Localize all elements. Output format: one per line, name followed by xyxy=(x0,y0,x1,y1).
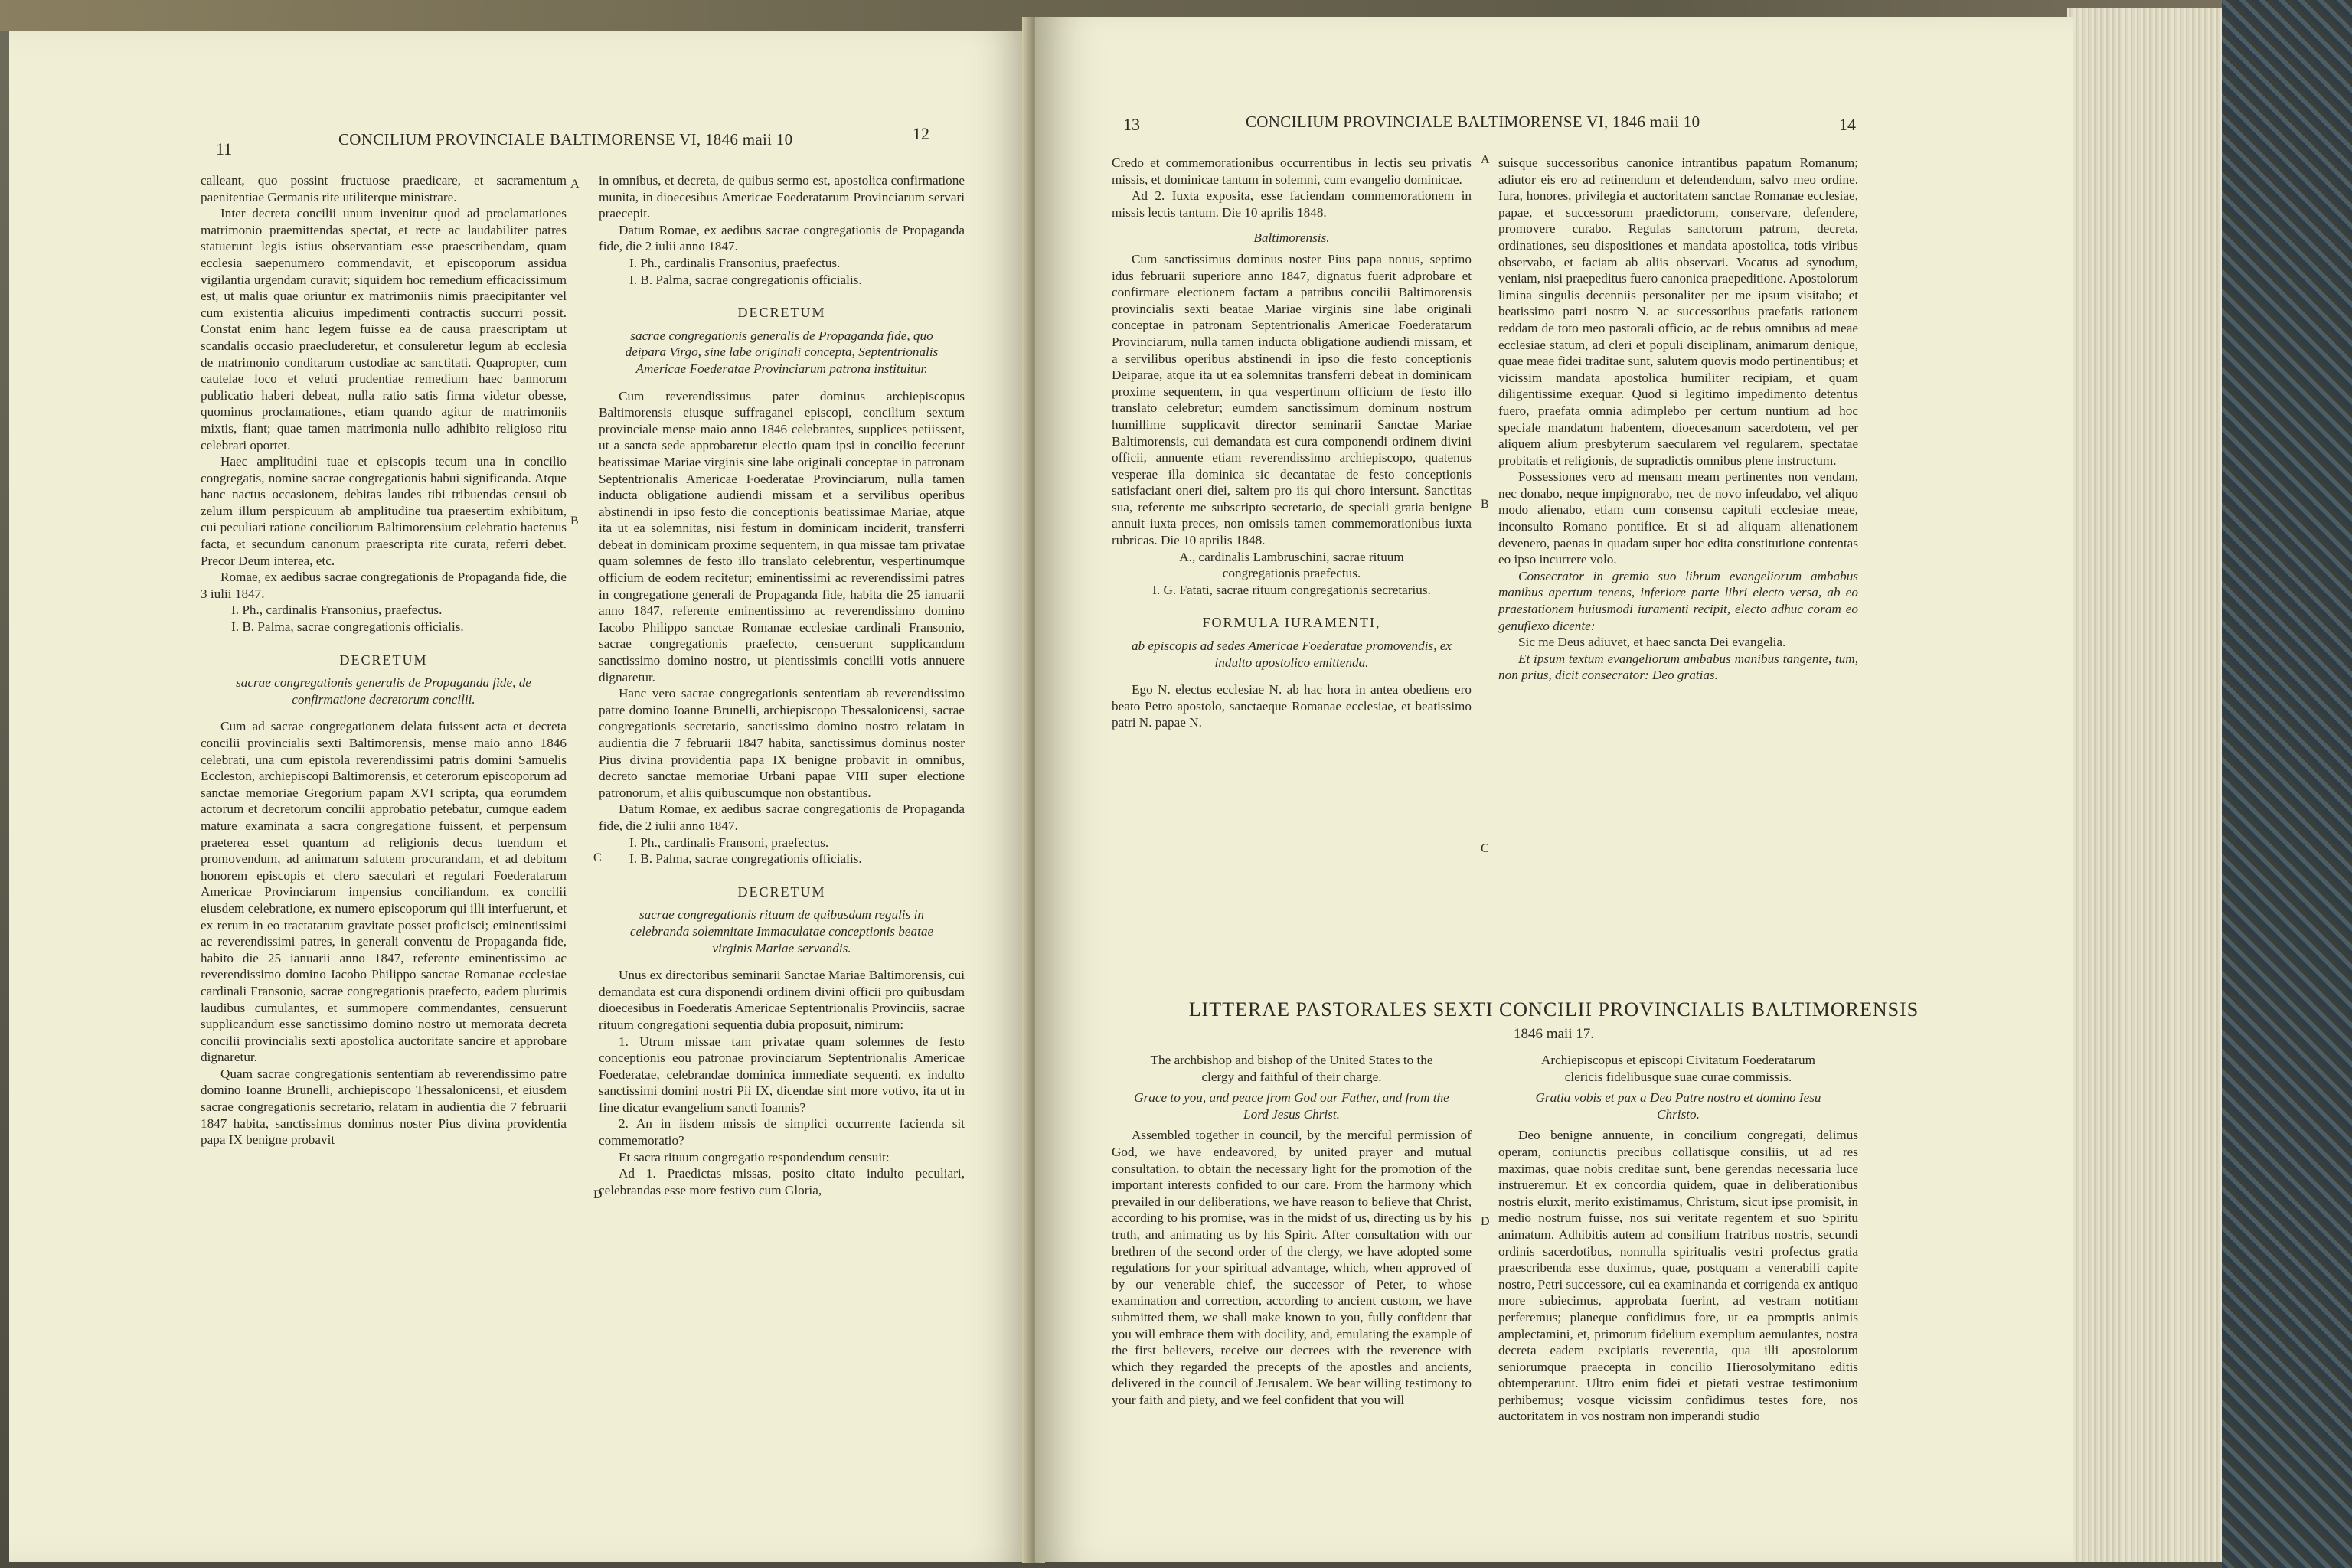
paragraph: Unus ex directoribus seminarii Sanctae Mariae Baltimorensis, cui demandata est cura disponendi ordinem divini officii pro quibusdam dioecesibus in Foederatis Americae Septentrionalis Provinciis, sacrae rituum congregationi sequentia dubia proposuit, nimirum: xyxy=(599,968,965,1032)
page-number-14: 14 xyxy=(1839,115,1856,134)
paragraph: Deo benigne annuente, in concilium congregati, delimus operam, coniunctis precibus collatisque consiliis, ut ad res maximas, quae nobis creditae sunt, bene gerendas necessaria luce instrueremur. Et ex concordia quidem, quae in deliberationibus nostris eluxit, merito existimamus, Christum, sicut ipse promisit, in medio nostrum fuisse, nos sui veritate regentem et suo Spiritu animatum. Adhibitis autem ad consilium fratribus nostris, secundi ordinis sacerdotibus, nonnulla spiritualis vestri profectus gratia praescribenda esse duximus, quae, postquam a venerabili capite nostro, Petri successore, cui ea examinanda et corrigenda ex antiquo more subiecimus, approbata fuerint, ad vestram notitiam perferemus; planeque confidimus fore, ut ea promptis animis amplectamini, et, primorum fidelium exemplum aemulantes, nostra decreta eadem excipiatis reverentia, qua illi apostolorum seniorumque praecepta in concilio Hierosolymitano editis obtemperarunt. Ultro enim fidei et pietati vestrae testimonium perhibemus; vosque vicissim confidimus testes fore, nos auctoritatem in vos nostram non imperandi studio xyxy=(1498,1128,1858,1424)
paragraph: Cum reverendissimus pater dominus archiepiscopus Baltimorensis eiusque suffraganei episcopi, concilium sextum provinciale mense maio anno 1846 celebrantes, supplices petiissent, ut a sancta sede approbaretur electio quam ipsi in concilio fecerunt beatissimae Mariae virginis sine labe originali conceptae in patronam Septentrionalis Americae Foederatae Provinciarum, nulla tamen inducta obligatione audiendi missam et a servilibus operibus abstinendi in ipso festo die conceptionis beatissimae Mariae, atque ita ut ea solemnitas, nisi festum in dominicam inciderit, transferri debeat in dominicam proxime sequentem, in qua missae tam privatae quam solemnes de festo illo translato celebrentur, vespertinumque officium de eodem recitetur; eminentissimi ac reverendissimi patres in congregatione generali de Propaganda fide, habita die 25 ianuarii anno 1847, referente eminentissimo ac reverendissimo domino Iacobo Philippo sanctae Romanae ecclesiae cardinali Fransonio, sacrae congregationis praefecto, censuerunt supplicandum sanctissimo domino nostro, ut pientissimis concilii votis annuere dignaretur. xyxy=(599,388,965,684)
signature: I. B. Palma, sacrae congregationis officialis. xyxy=(231,619,464,635)
page-number-12: 12 xyxy=(913,124,929,143)
margin-marker-d: D xyxy=(1481,1215,1490,1228)
margin-marker-a: A xyxy=(570,178,580,191)
place-heading: Baltimorensis. xyxy=(1253,230,1330,246)
margin-marker-b: B xyxy=(570,514,579,528)
paragraph: Inter decreta concilii unum invenitur quod ad proclamationes matrimonio praemittendas spectat, et recte ac laudabiliter patres statuerunt legis istius observantiam esse praescribendam, quam ecclesia saepenumero commendavit, et episcoporum assidua vigilantia urgendam curavit; siquidem hoc remedium efficacissimum est, ut malis quae oriuntur ex matrimoniis nimis praecipitanter vel cum existentia alicuius impedimenti contractis succurri possit. Constat enim hanc legem fuisse ea de causa praescriptam ut scandalis occasio praecluderetur, et consuleretur legum ab ecclesia de matrimonio conditarum custodiae ac sanctitati. Quapropter, cum cautelae loco et veluti prudentiae remedium haec bannorum publicatio haberi debeat, nulla ratio satis firma videtur obesse, quominus proclamationes, etiam quando agitur de matrimoniis mixtis, fiant; quae tamen matrimonia nullo adhibito religioso ritu celebrari oportet. xyxy=(201,206,567,452)
salutation: Gratia vobis et pax a Deo Patre nostro et domino Iesu Christo. xyxy=(1535,1090,1821,1122)
section-heading: DECRETUM xyxy=(737,305,826,321)
signature: I. Ph., cardinalis Fransonius, praefectus. xyxy=(231,603,443,618)
paragraph: Possessiones vero ad mensam meam pertinentes non vendam, nec donabo, neque impignorabo, nec de novo infeudabo, vel aliquo modo alienabo, etiam cum consensu capituli ecclesiae meae, inconsulto Romano pontifice. Et si ad aliquam alienationem devenero, paenas in quadam super hoc edita constitutione contentas eo ipso incurrere volo. xyxy=(1498,469,1858,567)
paragraph: Ad 2. Iuxta exposita, esse faciendam commemorationem in missis lectis tantum. Die 10 aprilis 1848. xyxy=(1112,188,1472,220)
margin-marker-d: D xyxy=(593,1188,603,1201)
margin-marker-b: B xyxy=(1481,498,1489,511)
latin-column xyxy=(1498,1052,1858,1425)
paragraph: Haec amplitudini tuae et episcopis tecum una in concilio congregatis, nomine sacrae congregationis habui significanda. Atque hanc nactus occasionem, debitas laudes tibi tribuendas censui ob zelum illum perspicuum ab amplitudine tua praesertim exhibitum, cui peculiari ratione conciliorum Baltimorensium celebratio hactenus facta, et secundum canonum praescripta rite curata, referri debet. Precor Deum interea, etc. xyxy=(201,454,567,568)
section-subtitle: sacrae congregationis generalis de Propaganda fide, quo deipara Virgo, sine labe originali concepta, Septentrionalis Americae Foederatae Provinciarum patrona instituitur. xyxy=(625,328,939,376)
section-heading: FORMULA IURAMENTI, xyxy=(1202,615,1381,631)
running-title-left: CONCILIUM PROVINCIALE BALTIMORENSE VI, 1846 maii 10 xyxy=(338,130,793,149)
margin-marker-c: C xyxy=(1481,842,1489,855)
paragraph: Ad 1. Praedictas missas, posito citato indulto peculiari, celebrandas esse more festivo cum Gloria, xyxy=(599,1166,965,1197)
page-number-13: 13 xyxy=(1123,115,1140,134)
section-heading: DECRETUM xyxy=(339,652,428,668)
paragraph: Datum Romae, ex aedibus sacrae congregationis de Propaganda fide, die 2 iulii anno 1847. xyxy=(599,802,965,833)
section-subtitle: sacrae congregationis rituum de quibusdam regulis in celebranda solemnitate Immaculatae conceptionis beatae virginis Mariae servandis. xyxy=(629,907,934,956)
section-subtitle: ab episcopis ad sedes Americae Foederatae promovendis, ex indulto apostolico emittenda. xyxy=(1131,639,1452,670)
pastoral-letter-title: LITTERAE PASTORALES SEXTI CONCILII PROVINCIALIS BALTIMORENSIS xyxy=(1188,998,1919,1021)
signature: I. Ph., cardinalis Fransonius, praefectus. xyxy=(629,255,841,270)
paragraph: Hanc vero sacrae congregationis sententiam ab reverendissimo patre domino Ioanne Brunelli, archiepiscopo Thessalonicensi, sacrae congregationis secretario, sanctissimo domino nostro relatam in audientia die 7 februarii 1847 habita, sanctissimus dominus noster Pius divina providentia papa IX benigne probavit in omnibus, decreto sanctae memoriae Urbani papae VIII super electione patronorum, et aliis quibuscumque non obstantibus. xyxy=(599,686,965,800)
paragraph: in omnibus, et decreta, de quibus sermo est, apostolica confirmatione munita, in dioecesibus Americae Foederatarum Provinciarum servari praecepit. xyxy=(599,173,965,221)
signature: I. B. Palma, sacrae congregationis officialis. xyxy=(629,272,862,287)
fabric-background xyxy=(2222,0,2352,1568)
address: Archiepiscopus et episcopi Civitatum Foederatarum clericis fidelibusque suae curae commissis. xyxy=(1541,1053,1815,1084)
paragraph: Consecrator in gremio suo librum evangeliorum ambabus manibus apertum tenens, inferiore parte libri electo versa, ab eo praestationem huiusmodi iuramenti recipit, electo adhuc coram eo genuflexo dicente: xyxy=(1498,568,1858,633)
salutation: Grace to you, and peace from God our Father, and from the Lord Jesus Christ. xyxy=(1134,1090,1449,1122)
paragraph: Ego N. electus ecclesiae N. ab hac hora in antea obediens ero beato Petro apostolo, sanctaeque Romanae ecclesiae, et beatissimo patri N. papae N. xyxy=(1112,682,1472,730)
left-column-1 xyxy=(201,172,567,1148)
right-page xyxy=(1035,17,2073,1562)
paragraph: Romae, ex aedibus sacrae congregationis de Propaganda fide, die 3 iulii 1847. xyxy=(201,570,567,601)
signature: I. B. Palma, sacrae congregationis officialis. xyxy=(629,851,862,867)
signature: I. Ph., cardinalis Fransoni, praefectus. xyxy=(629,835,829,850)
signature: I. G. Fatati, sacrae rituum congregationis secretarius. xyxy=(1152,582,1431,597)
pastoral-letter-date: 1846 maii 17. xyxy=(1513,1026,1595,1042)
address: The archbishop and bishop of the United States to the clergy and faithful of their charge. xyxy=(1150,1053,1433,1084)
paragraph: Datum Romae, ex aedibus sacrae congregationis de Propaganda fide, die 2 iulii anno 1847. xyxy=(599,222,965,254)
section-heading: DECRETUM xyxy=(737,884,826,900)
signature: A., cardinalis Lambruschini, sacrae rituum congregationis praefectus. xyxy=(1179,549,1404,581)
paragraph: Cum ad sacrae congregationem delata fuissent acta et decreta concilii provincialis sexti Baltimorensis, mense maio anno 1846 celebrati, una cum epistola reverendissimi patris domini Samuelis Eccleston, archiepiscopi Baltimorensis, et ceterorum episcoporum ad sanctae memoriae Gregorium papam XVI scripta, qua eorumdem actorum et decretorum concilii approbatio petebatur, cumque eadem mature examinata a sacra congregatione fuissent, et perpensum praeterea esset quantum ad religionis decus tuendum et promovendum, ad animarum salutem procurandam, et ad debitum honorem episcopis et clero saeculari et regulari Foederatarum Americae Provinciarum impensius conciliandum, ex concilii eiusdem celebratione, ex numero episcoporum qui illi interfuerunt, et ex rerum in eo tractatarum gravitate posset proficisci; eminentissimi ac reverendissimi patres, in generali conventu de Propaganda fide, habito die 25 ianuarii anno 1847, referente eminentissimo ac reverendissimo domino Iacobo Philippo sanctae Romanae ecclesiae cardinali Fransonio, sacrae congregationis praefecto, eadem plurimis laudibus cumulantes, et summopere commendantes, censuerunt supplicandum esse sanctissimo domino nostro ut memorata decreta concilii provincialis sexti apostolica auctoritate sancire et approbare dignaretur. xyxy=(201,719,567,1065)
paragraph: Et sacra rituum congregatio respondendum censuit: xyxy=(619,1149,890,1165)
right-column-2 xyxy=(1498,155,1858,684)
paragraph: Credo et commemorationibus occurrentibus in lectis seu privatis missis, et dominicae tantum in solemni, cum evangelio dominicae. xyxy=(1112,155,1472,187)
margin-marker-c: C xyxy=(593,851,602,864)
english-column xyxy=(1112,1052,1472,1408)
margin-marker-a: A xyxy=(1481,153,1490,166)
paragraph: 1. Utrum missae tam privatae quam solemnes de festo conceptionis eou patronae provinciarum Septentrionalis Americae Foederatae, celebrandae dominica immediate sequenti, ex indulto sanctissimi domini nostri Pii IX, dicendae sint more votivo, ita ut in fine dicatur evangelium sancti Ioannis? xyxy=(599,1034,965,1115)
section-subtitle: sacrae congregationis generalis de Propaganda fide, de confirmatione decretorum concilii. xyxy=(236,675,531,707)
paragraph: Cum sanctissimus dominus noster Pius papa nonus, septimo idus februarii superiore anno 1847, dignatus fuerit adprobare et confirmare electionem factam a patribus concilii Baltimorensis provincialis sexti beatae Mariae virginis sine labe originali conceptae in patronam Septentrionalis Americae Foederatarum Provinciarum, nulla tamen inducta obligatione audiendi missam, et a servilibus operibus abstinendi in ipso die festo conceptionis Deiparae, atque ita ut ea solemnitas transferri debeat in dominicam proxime sequentem, in qua vespertinum officium de festo illo translato celebretur; eumdem sanctissimum dominum nostrum humillime supplicavit director seminarii Sanctae Mariae Baltimorensis, cui demandata est cura componendi ordinem divini officii, annuente etiam reverendissimo archiepiscopo, quatenus vesperae illa dominica sic decantatae de festo conceptionis satisfaciant oneri diei, saltem pro iis qui choro intersunt. Sanctitas sua, referente me subscripto secretario, de speciali gratia benigne annuit iuxta preces, non omissis tamen commemorationibus iuxta rubricas. Die 10 aprilis 1848. xyxy=(1112,251,1472,548)
page-stack-edge xyxy=(2067,8,2228,1562)
left-page xyxy=(9,31,1034,1562)
paragraph: Et ipsum textum evangeliorum ambabus manibus tangente, tum, non prius, dicit consecrator: Deo gratias. xyxy=(1498,651,1858,683)
paragraph: suisque successoribus canonice intrantibus papatum Romanum; adiutor eis ero ad retinendum et defendendum, salvo meo ordine. Iura, honores, privilegia et auctoritatem sanctae Romanae ecclesiae, papae, et successorum praedictorum, conservare, defendere, promovere curabo. Regulas sanctorum patrum, decreta, ordinationes, seu dispositiones et mandata apostolica, totis viribus observabo, et faciam ab aliis observari. Vocatus ad synodum, veniam, nisi praepeditus fuero canonica praepeditione. Apostolorum limina singulis decenniis personaliter per me ipsum visitabo; et beatissimo patri nostro N. ac successoribus praefatis rationem reddam de toto meo pastorali officio, ac de rebus omnibus ad meae ecclesiae statum, ad cleri et populi disciplinam, animarum denique, quae meae fidei traditae sunt, salutem quovis modo pertinentibus; et vicissim mandata apostolica humiliter recipiam, et quam diligentissime exequar. Quod si legitimo impedimento detentus fuero, praefata omnia adimplebo per certum nuntium ad hoc speciale mandatum habentem, dioecesanum sacerdotem, vel per aliquem alium presbyterum saecularem vel regularem, spectatae probitatis et religionis, de supradictis omnibus plene instructum. xyxy=(1498,155,1858,468)
paragraph: Assembled together in council, by the merciful permission of God, we have endeavored, by united prayer and mutual consultation, to obtain the necessary light for the promotion of the important interests confided to our care. From the harmony which prevailed in our deliberations, we have reason to believe that Christ, according to his promise, was in the midst of us, directing us by his truth, and animating us by his Spirit. After consultation with our brethren of the second order of the clergy, we have adopted some regulations for your spiritual advantage, which, when approved of by our venerable chief, the successor of Peter, to whose examination and correction, according to ancient custom, we have submitted them, we shall make known to you, fully confident that you will embrace them with docility, and, emulating the example of the first believers, receive our decrees with the reverence with which they regarded the precepts of the apostles and ancients, delivered in the council of Jerusalem. We bear willing testimony to your faith and piety, and we feel confident that you will xyxy=(1112,1128,1472,1407)
paragraph: 2. An in iisdem missis de simplici occurrente facienda sit commemoratio? xyxy=(599,1116,965,1148)
page-number-11: 11 xyxy=(216,139,233,158)
left-column-2 xyxy=(599,172,965,1198)
paragraph: Sic me Deus adiuvet, et haec sancta Dei evangelia. xyxy=(1518,635,1786,650)
paragraph: Quam sacrae congregationis sententiam ab reverendissimo patre domino Ioanne Brunelli, archiepiscopo Thessalonicensi, et eiusdem sacrae congregationis secretario, relatam in audientia die 7 februarii 1847 habita, sanctissimus dominus noster Pius divina providentia papa IX benigne probavit xyxy=(201,1066,567,1148)
right-column-1 xyxy=(1112,155,1472,731)
paragraph: calleant, quo possint fructuose praedicare, et sacramentum paenitentiae Germanis rite utiliterque ministrare. xyxy=(201,173,567,204)
running-title-right: CONCILIUM PROVINCIALE BALTIMORENSE VI, 1846 maii 10 xyxy=(1246,113,1700,131)
